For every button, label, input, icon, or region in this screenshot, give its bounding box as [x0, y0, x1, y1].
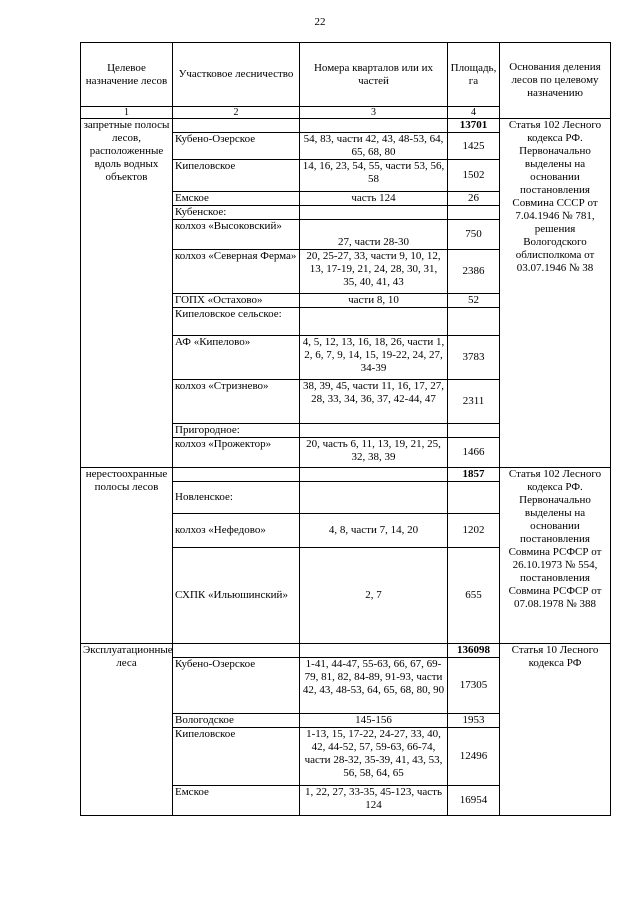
- area-cell: [448, 308, 500, 336]
- quarters-cell: 145-156: [300, 714, 448, 728]
- column-number: 3: [300, 107, 448, 119]
- column-number: 4: [448, 107, 500, 119]
- area-cell: 1202: [448, 514, 500, 548]
- quarters-cell: [300, 206, 448, 220]
- quarters-cell: 1-41, 44-47, 55-63, 66, 67, 69-79, 81, 82, 84-89, 91-93, части 42, 43, 48-53, 64, 65, 68, 80, 90: [300, 658, 448, 714]
- header-quarters: Номера кварталов или их частей: [300, 43, 448, 107]
- forestry-name: колхоз «Прожектор»: [173, 438, 300, 468]
- empty-cell: [300, 644, 448, 658]
- area-cell: [448, 206, 500, 220]
- group-total-row: [81, 119, 611, 133]
- basis-cell: Статья 102 Лесного кодекса РФ. Первоначально выделены на основании постановления Совмина СССР от 7.04.1946 № 781, решения Вологодского облисполкома от 03.07.1946 № 38: [500, 119, 611, 468]
- header-forestry: Участковое лесничество: [173, 43, 300, 107]
- group-total: 13701: [448, 119, 500, 133]
- area-cell: 3783: [448, 336, 500, 380]
- forestry-name: колхоз «Северная Ферма»: [173, 250, 300, 294]
- quarters-cell: 1-13, 15, 17-22, 24-27, 33, 40, 42, 44-52, 57, 59-63, 66-74, части 28-32, 35-39, 41, 43, 53, 56, 58, 64, 65: [300, 728, 448, 786]
- area-cell: 750: [448, 220, 500, 250]
- quarters-cell: части 8, 10: [300, 294, 448, 308]
- header-basis: Основания деления лесов по целевому назначению: [500, 43, 611, 119]
- empty-cell: [173, 644, 300, 658]
- forestry-name: Пригородное:: [173, 424, 300, 438]
- forestry-name: Кубено-Озерское: [173, 658, 300, 714]
- purpose-cell: запретные полосы лесов, расположенные вдоль водных объектов: [81, 119, 173, 468]
- forestry-name: СХПК «Ильюшинский»: [173, 548, 300, 644]
- group-total-row: [81, 468, 611, 482]
- area-cell: 1466: [448, 438, 500, 468]
- quarters-cell: [300, 482, 448, 514]
- page-number: 22: [314, 16, 326, 28]
- quarters-cell: 20, часть 6, 11, 13, 19, 21, 25, 32, 38, 39: [300, 438, 448, 468]
- quarters-cell: 4, 5, 12, 13, 16, 18, 26, части 1, 2, 6, 7, 9, 14, 15, 19-22, 24, 27, 34-39: [300, 336, 448, 380]
- area-cell: [448, 424, 500, 438]
- empty-cell: [300, 119, 448, 133]
- area-cell: [448, 482, 500, 514]
- forestry-name: Емское: [173, 786, 300, 816]
- quarters-cell: [300, 308, 448, 336]
- area-cell: 52: [448, 294, 500, 308]
- area-cell: 1502: [448, 160, 500, 192]
- area-cell: 2311: [448, 380, 500, 424]
- purpose-cell: нерестоохранные полосы лесов: [81, 468, 173, 644]
- quarters-cell: 54, 83, части 42, 43, 48-53, 64, 65, 68, 80: [300, 133, 448, 160]
- quarters-cell: 14, 16, 23, 54, 55, части 53, 56, 58: [300, 160, 448, 192]
- forestry-name: Кипеловское сельское:: [173, 308, 300, 336]
- header-purpose: Целевое назначение лесов: [81, 43, 173, 107]
- quarters-cell: 2, 7: [300, 548, 448, 644]
- forestry-name: АФ «Кипелово»: [173, 336, 300, 380]
- forestry-name: колхоз «Стризнево»: [173, 380, 300, 424]
- area-cell: 655: [448, 548, 500, 644]
- quarters-cell: часть 124: [300, 192, 448, 206]
- empty-cell: [173, 468, 300, 482]
- quarters-cell: 1, 22, 27, 33-35, 45-123, часть 124: [300, 786, 448, 816]
- area-cell: 12496: [448, 728, 500, 786]
- column-number: 2: [173, 107, 300, 119]
- forestry-name: Кубено-Озерское: [173, 133, 300, 160]
- forestry-name: ГОПХ «Остахово»: [173, 294, 300, 308]
- group-total: 1857: [448, 468, 500, 482]
- basis-cell: Статья 10 Лесного кодекса РФ: [500, 644, 611, 816]
- forestry-name: Кипеловское: [173, 728, 300, 786]
- quarters-cell: 27, части 28-30: [300, 220, 448, 250]
- quarters-cell: 20, 25-27, 33, части 9, 10, 12, 13, 17-19, 21, 24, 28, 30, 31, 35, 40, 41, 43: [300, 250, 448, 294]
- purpose-cell: Эксплуатационные леса: [81, 644, 173, 816]
- area-cell: 1953: [448, 714, 500, 728]
- header-area: Площадь, га: [448, 43, 500, 107]
- column-number: 1: [81, 107, 173, 119]
- quarters-cell: [300, 424, 448, 438]
- forestry-name: колхоз «Высоковский»: [173, 220, 300, 250]
- forest-purpose-table: [80, 42, 611, 816]
- group-total: 136098: [448, 644, 500, 658]
- empty-cell: [300, 468, 448, 482]
- forestry-name: Кипеловское: [173, 160, 300, 192]
- header-row: [81, 43, 611, 107]
- group-total-row: [81, 644, 611, 658]
- area-cell: 16954: [448, 786, 500, 816]
- basis-cell: Статья 102 Лесного кодекса РФ. Первоначально выделены на основании постановления Совмина РСФСР от 26.10.1973 № 554, постановления Совмина РСФСР от 07.08.1978 № 388: [500, 468, 611, 644]
- forestry-name: Кубенское:: [173, 206, 300, 220]
- quarters-cell: 38, 39, 45, части 11, 16, 17, 27, 28, 33, 34, 36, 37, 42-44, 47: [300, 380, 448, 424]
- empty-cell: [173, 119, 300, 133]
- area-cell: 17305: [448, 658, 500, 714]
- area-cell: 1425: [448, 133, 500, 160]
- forestry-name: колхоз «Нефедово»: [173, 514, 300, 548]
- forestry-name: Новленское:: [173, 482, 300, 514]
- quarters-cell: 4, 8, части 7, 14, 20: [300, 514, 448, 548]
- area-cell: 26: [448, 192, 500, 206]
- forestry-name: Емское: [173, 192, 300, 206]
- forestry-name: Вологодское: [173, 714, 300, 728]
- area-cell: 2386: [448, 250, 500, 294]
